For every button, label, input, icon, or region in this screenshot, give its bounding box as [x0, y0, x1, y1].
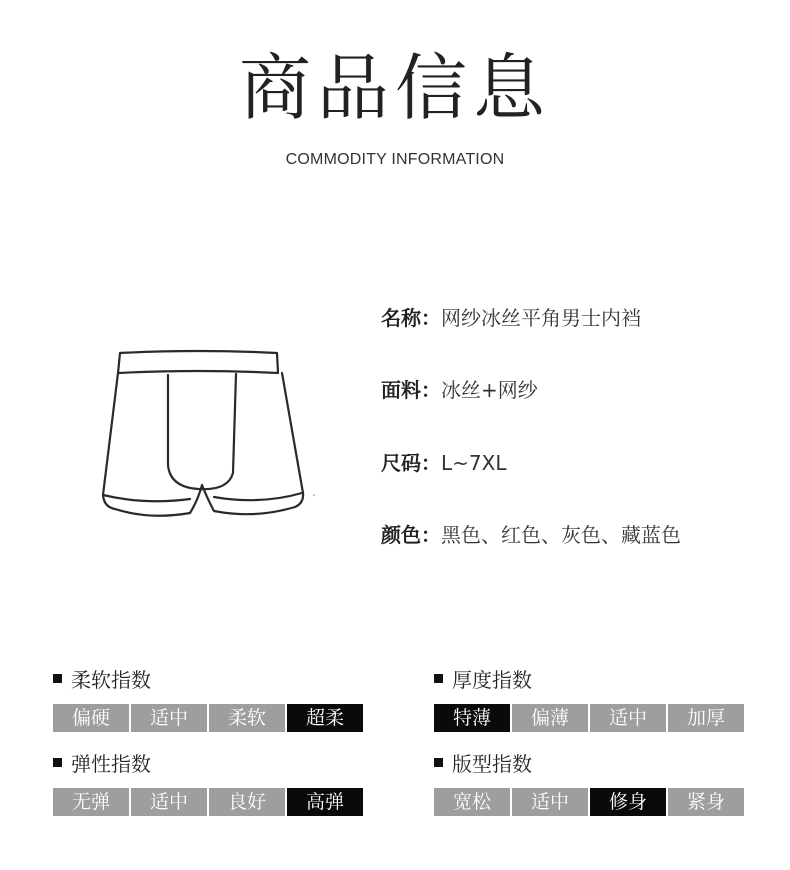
thickness-option: 偏薄: [512, 704, 588, 732]
elasticity-option: 适中: [131, 788, 207, 816]
elasticity-scale: [53, 788, 363, 816]
info-fabric-value: 冰丝+网纱: [441, 378, 538, 402]
info-color-value: 黑色、红色、灰色、藏蓝色: [441, 523, 681, 547]
info-fabric-row: [381, 380, 538, 400]
fit-option: 修身: [590, 788, 666, 816]
info-fabric-label: 面料：: [381, 378, 441, 402]
boxer-briefs-outline-icon: [90, 345, 320, 525]
bullet-square-icon: [434, 758, 443, 767]
softness-option: 偏硬: [53, 704, 129, 732]
page-title: 商品信息: [238, 46, 551, 130]
info-name-label: 名称：: [381, 306, 441, 330]
bullet-square-icon: [434, 674, 443, 683]
thickness-index-title: 厚度指数: [452, 668, 532, 692]
info-name-row: [381, 308, 641, 328]
elasticity-index-title: 弹性指数: [71, 752, 151, 776]
elasticity-option: 良好: [209, 788, 285, 816]
info-color-row: [381, 525, 681, 545]
thickness-option: 加厚: [668, 704, 744, 732]
fit-option: 适中: [512, 788, 588, 816]
thickness-index: [434, 668, 725, 729]
elasticity-option: 高弹: [287, 788, 363, 816]
thickness-option: 适中: [590, 704, 666, 732]
page-subtitle: COMMODITY INFORMATION: [285, 151, 505, 168]
thickness-option: 特薄: [434, 704, 510, 732]
elasticity-option: 无弹: [53, 788, 129, 816]
fit-option: 紧身: [668, 788, 744, 816]
info-name-value: 网纱冰丝平角男士内裆: [441, 306, 641, 330]
softness-index: [53, 668, 344, 729]
softness-scale: [53, 704, 363, 732]
bullet-square-icon: [53, 674, 62, 683]
thickness-scale: [434, 704, 744, 732]
fit-index: [434, 752, 725, 813]
softness-index-title: 柔软指数: [71, 668, 151, 692]
fit-option: 宽松: [434, 788, 510, 816]
softness-option: 超柔: [287, 704, 363, 732]
elasticity-index: [53, 752, 344, 813]
info-size-value: L~7XL: [441, 451, 507, 475]
info-color-label: 颜色：: [381, 523, 441, 547]
info-size-row: [381, 453, 506, 473]
fit-index-title: 版型指数: [452, 752, 532, 776]
info-size-label: 尺码：: [381, 451, 441, 475]
softness-option: 柔软: [209, 704, 285, 732]
bullet-square-icon: [53, 758, 62, 767]
fit-scale: [434, 788, 744, 816]
softness-option: 适中: [131, 704, 207, 732]
